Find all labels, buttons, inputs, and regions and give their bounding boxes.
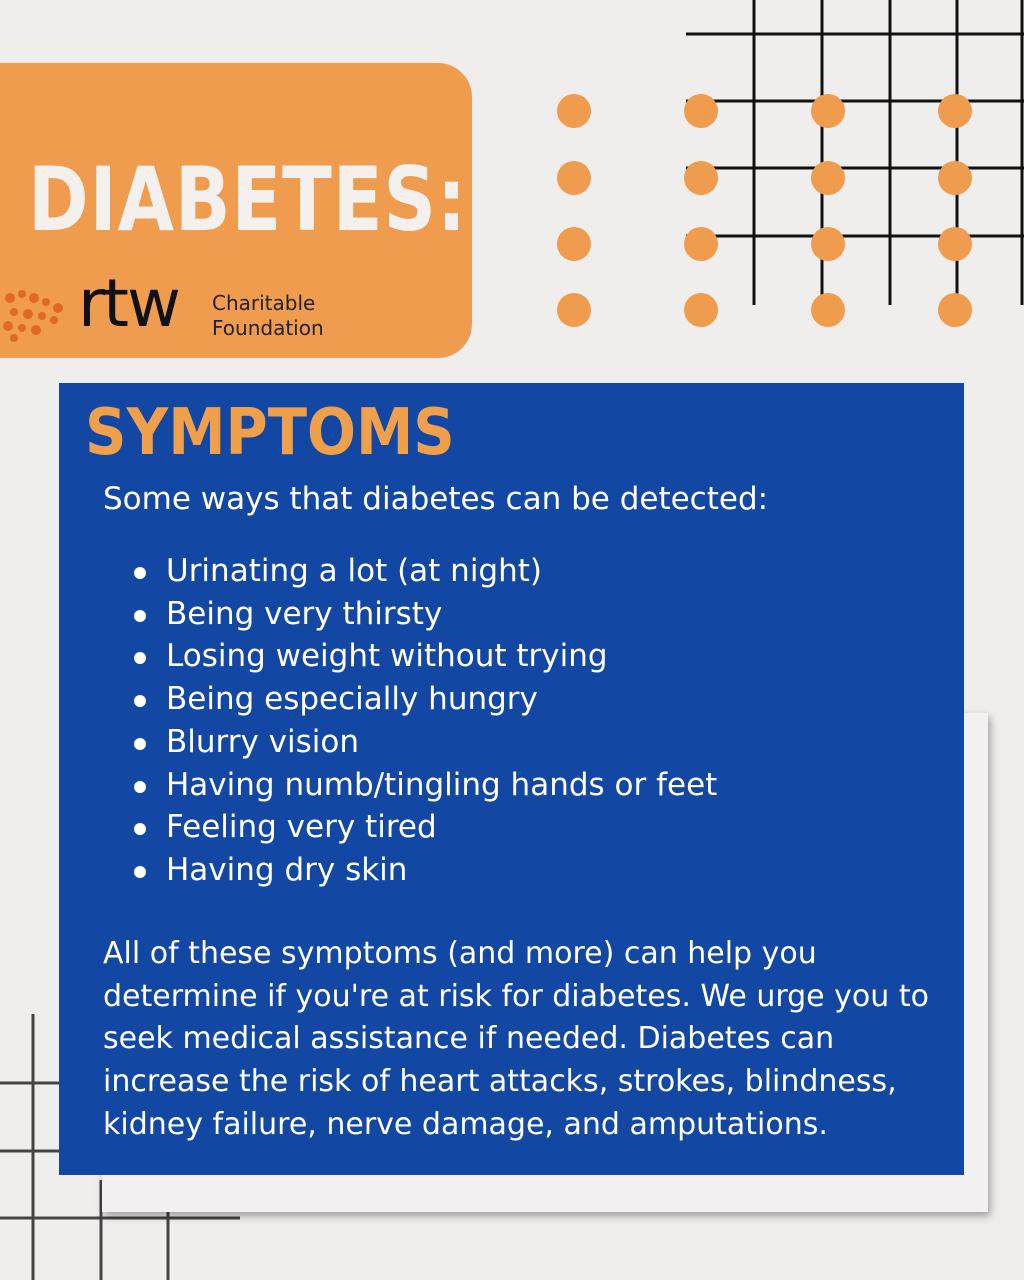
bullet-icon	[134, 567, 146, 579]
symptom-item	[134, 678, 717, 721]
symptoms-closing-paragraph: All of these symptoms (and more) can help you determine if you're at risk for diabetes. We urge you to seek medical assistance if needed. Diabetes can increase the risk of heart attacks, strokes, blindness, kidney failure, nerve damage, and amputations.	[103, 936, 929, 1142]
symptom-item	[134, 721, 717, 764]
symptom-item	[134, 550, 717, 593]
symptom-text: Urinating a lot (at night)	[166, 553, 543, 589]
bullet-icon	[134, 738, 146, 750]
symptom-text: Feeling very tired	[166, 809, 437, 846]
symptom-item	[134, 806, 717, 849]
bullet-icon	[134, 823, 146, 835]
symptom-item	[134, 764, 717, 807]
bullet-icon	[134, 652, 146, 664]
symptoms-heading: SYMPTOMS	[85, 396, 455, 470]
symptom-text: Blurry vision	[166, 723, 360, 760]
logo-subtitle-line-2: Foundation	[212, 316, 324, 340]
page-title: DIABETES:	[28, 148, 467, 251]
symptom-item	[134, 635, 717, 678]
symptoms-card	[59, 383, 964, 1175]
rtw-logo-text: rtw	[78, 265, 179, 342]
bullet-icon	[134, 695, 146, 707]
bullet-icon	[134, 610, 146, 622]
symptom-item	[134, 593, 717, 636]
symptom-text: Being very thirsty	[166, 595, 443, 632]
logo-subtitle	[212, 291, 324, 341]
decorative-grid-top-right	[540, 0, 1024, 340]
symptoms-intro: Some ways that diabetes can be detected:	[103, 481, 769, 517]
symptom-text: Having numb/tingling hands or feet	[166, 766, 718, 803]
rtw-logo-mark-icon	[0, 286, 70, 346]
symptom-text: Being especially hungry	[166, 681, 538, 718]
bullet-icon	[134, 781, 146, 793]
logo-subtitle-line-1: Charitable	[212, 291, 316, 315]
symptom-text: Losing weight without trying	[166, 638, 608, 675]
symptom-item	[134, 849, 717, 892]
symptom-text: Having dry skin	[166, 851, 408, 888]
bullet-icon	[134, 866, 146, 878]
symptom-list	[134, 550, 717, 892]
